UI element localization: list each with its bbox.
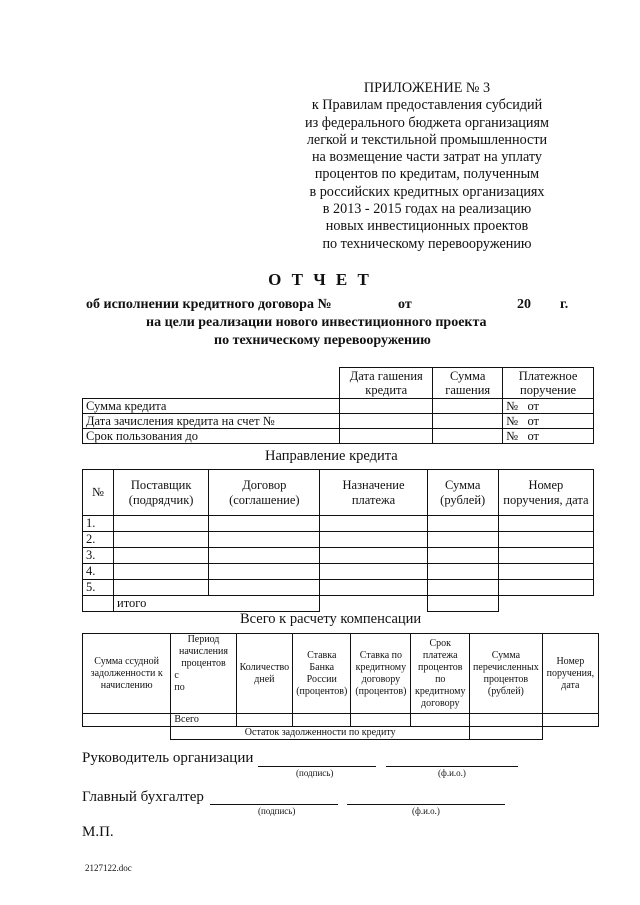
- row-number: 2.: [83, 532, 114, 548]
- accountant-signature-line[interactable]: [210, 804, 338, 805]
- cell-input[interactable]: [320, 580, 427, 596]
- cell-input[interactable]: [83, 714, 171, 727]
- annex-line: к Правилам предоставления субсидий: [311, 97, 543, 114]
- annex-line: на возмещение части затрат на уплату: [311, 149, 543, 166]
- credit-table: [82, 367, 594, 444]
- period-label: Период начисления процентов: [179, 634, 228, 669]
- direction-table: [82, 469, 594, 612]
- cell-input[interactable]: [340, 414, 433, 429]
- remainder-label: Остаток задолженности по кредиту: [171, 727, 470, 740]
- period-to-label: по: [174, 682, 185, 693]
- cell-input[interactable]: [114, 580, 209, 596]
- header-period: [171, 634, 236, 714]
- annex-title: ПРИЛОЖЕНИЕ № 3: [363, 80, 491, 96]
- row-number: 3.: [83, 548, 114, 564]
- head-sign-caption: (подпись): [296, 768, 334, 778]
- cell-input[interactable]: [209, 564, 320, 580]
- total-row: [83, 714, 599, 727]
- annex-line: в 2013 - 2015 годах на реализацию: [322, 201, 532, 218]
- cell-input[interactable]: [209, 532, 320, 548]
- row-label: Дата зачисления кредита на счет №: [83, 414, 340, 429]
- header-order-number: Номер поручения, дата: [542, 634, 598, 714]
- cell-input[interactable]: [433, 399, 503, 414]
- cell-input[interactable]: [114, 564, 209, 580]
- cell-input[interactable]: [498, 516, 593, 532]
- cell-input[interactable]: [470, 714, 543, 727]
- cell-input[interactable]: [427, 516, 498, 532]
- header-loan-sum: Сумма ссудной задолженности к начислению: [83, 634, 171, 714]
- header-number: №: [83, 470, 114, 516]
- header-supplier: Поставщик (подрядчик): [114, 470, 209, 516]
- table-row: [83, 414, 594, 429]
- header-order: Номер поручения, дата: [498, 470, 593, 516]
- payment-order-cell[interactable]: № от: [503, 429, 594, 444]
- payment-order-cell[interactable]: № от: [503, 399, 594, 414]
- row-number: 5.: [83, 580, 114, 596]
- cell-input[interactable]: [114, 516, 209, 532]
- row-number: 4.: [83, 564, 114, 580]
- total-label: Всего: [171, 714, 236, 727]
- row-label: Срок пользования до: [83, 429, 340, 444]
- table-row: [83, 532, 594, 548]
- row-number: 1.: [83, 516, 114, 532]
- file-name: 2127122.doc: [85, 863, 132, 873]
- cell-input[interactable]: [320, 548, 427, 564]
- row-label: Сумма кредита: [83, 399, 340, 414]
- cell-input[interactable]: [351, 714, 411, 727]
- compensation-heading: Всего к расчету компенсации: [240, 611, 422, 627]
- accountant-name-line[interactable]: [347, 804, 505, 805]
- total-sum-cell[interactable]: [427, 596, 498, 612]
- table-row: [83, 580, 594, 596]
- cell-input[interactable]: [114, 548, 209, 564]
- cell-input[interactable]: [433, 429, 503, 444]
- head-signature-line[interactable]: [258, 766, 376, 767]
- cell-input[interactable]: [427, 532, 498, 548]
- total-row: [83, 596, 594, 612]
- report-purpose: на цели реализации нового инвестиционного проекта: [146, 315, 487, 330]
- report-purpose-2: по техническому перевооружению: [214, 333, 431, 348]
- annex-line: по техническому перевооружению: [322, 235, 532, 252]
- annex-line: новых инвестиционных проектов: [325, 218, 529, 235]
- header-purpose: Назначение платежа: [320, 470, 427, 516]
- accountant-label: Главный бухгалтер: [82, 789, 204, 805]
- header-repayment-date: Дата гашения кредита: [340, 368, 433, 399]
- annex-line: легкой и текстильной промышленности: [306, 131, 548, 148]
- payment-order-cell[interactable]: № от: [503, 414, 594, 429]
- cell-input[interactable]: [498, 532, 593, 548]
- cell-input[interactable]: [320, 532, 427, 548]
- cell-input[interactable]: [209, 580, 320, 596]
- table-row: [83, 548, 594, 564]
- cell-input[interactable]: [433, 414, 503, 429]
- cell-input[interactable]: [320, 564, 427, 580]
- table-row: [83, 399, 594, 414]
- report-from-label: от: [398, 297, 412, 312]
- compensation-table: [82, 633, 599, 740]
- header-contract: Договор (соглашение): [209, 470, 320, 516]
- head-name-caption: (ф.и.о.): [438, 768, 466, 778]
- header-payment-order: Платежное поручение: [503, 368, 594, 399]
- cell-input[interactable]: [542, 714, 598, 727]
- report-contract-label: об исполнении кредитного договора №: [86, 297, 332, 312]
- annex-header: [282, 80, 572, 253]
- cell-input[interactable]: [498, 548, 593, 564]
- header-sum: Сумма (рублей): [427, 470, 498, 516]
- cell-input[interactable]: [209, 516, 320, 532]
- cell-input[interactable]: [114, 532, 209, 548]
- cell-input[interactable]: [411, 714, 470, 727]
- report-title: О Т Ч Е Т: [268, 270, 372, 289]
- header-payment-term: Срок платежа процентов по кредитному договору: [411, 634, 470, 714]
- cell-input[interactable]: [340, 399, 433, 414]
- accountant-sign-caption: (подпись): [258, 806, 296, 816]
- table-row: [83, 429, 594, 444]
- header-days: Количество дней: [236, 634, 293, 714]
- header-cbr-rate: Ставка Банка России (процентов): [293, 634, 351, 714]
- cell-input[interactable]: [498, 580, 593, 596]
- head-label: Руководитель организации: [82, 750, 254, 766]
- stamp-label: М.П.: [82, 824, 114, 840]
- cell-input[interactable]: [293, 714, 351, 727]
- annex-line: в российских кредитных организациях: [309, 183, 545, 200]
- annex-line: из федерального бюджета организациям: [305, 114, 549, 131]
- cell-input[interactable]: [470, 727, 543, 740]
- cell-input[interactable]: [209, 548, 320, 564]
- cell-input[interactable]: [498, 564, 593, 580]
- accountant-name-caption: (ф.и.о.): [412, 806, 440, 816]
- head-name-line[interactable]: [386, 766, 518, 767]
- cell-input[interactable]: [340, 429, 433, 444]
- direction-heading: Направление кредита: [265, 448, 398, 464]
- total-label: итого: [114, 596, 209, 612]
- table-row: [83, 516, 594, 532]
- remainder-row: [83, 727, 599, 740]
- header-repayment-sum: Сумма гашения: [433, 368, 503, 399]
- header-transferred-interest: Сумма перечисленных процентов (рублей): [470, 634, 543, 714]
- report-year-prefix: 20: [517, 297, 531, 312]
- cell-input[interactable]: [427, 548, 498, 564]
- cell-input[interactable]: [236, 714, 293, 727]
- cell-input[interactable]: [427, 564, 498, 580]
- cell-input[interactable]: [427, 580, 498, 596]
- header-contract-rate: Ставка по кредитному договору (процентов): [351, 634, 411, 714]
- cell-input[interactable]: [320, 516, 427, 532]
- annex-line: процентов по кредитам, полученным: [314, 166, 540, 183]
- period-from-label: с: [174, 670, 179, 681]
- table-row: [83, 564, 594, 580]
- report-year-suffix: г.: [560, 297, 569, 312]
